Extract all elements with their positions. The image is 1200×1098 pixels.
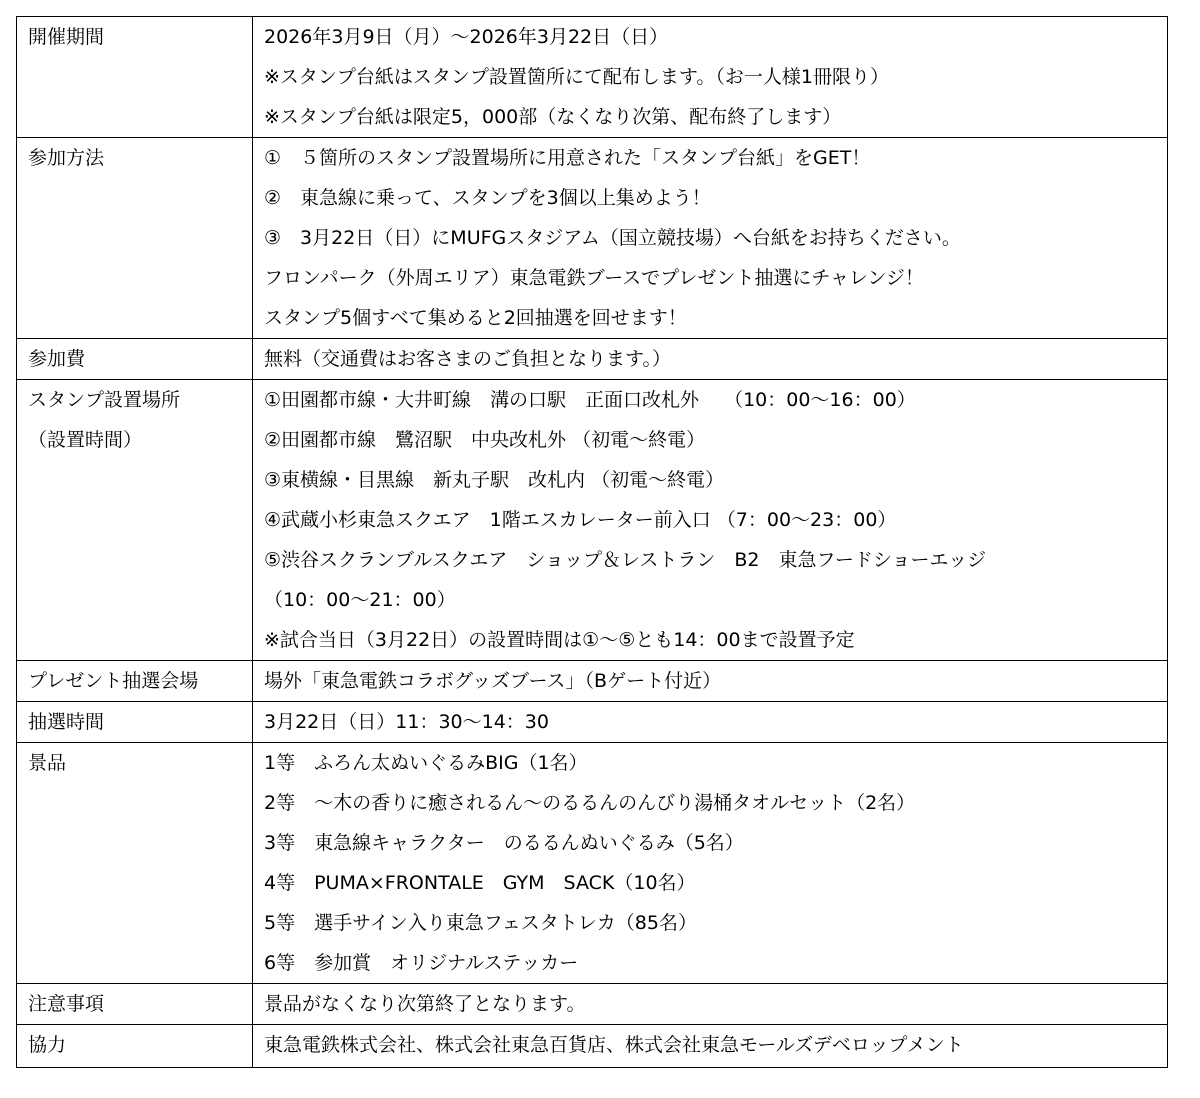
value-line: ③ 3月22日（日）にMUFGスタジアム（国立競技場）へ台紙をお持ちください。 [264,227,961,249]
value-line: フロンパーク（外周エリア）東急電鉄ブースでプレゼント抽選にチャレンジ！ [264,267,924,289]
value-cell [253,138,1168,339]
label-cell [17,743,253,984]
value-line: 3月22日（日）11：30～14：30 [264,711,549,733]
value-line: ④武蔵小杉東急スクエア 1階エスカレーター前入口 （7：00～23：00） [264,509,897,531]
value-line: ⑤渋谷スクランブルスクエア ショップ＆レストラン B2 東急フードショーエッジ [264,549,987,571]
value-line: ②田園都市線 鷺沼駅 中央改札外 （初電～終電） [264,429,706,451]
row-fee [17,339,1168,380]
value-cell [253,1025,1168,1068]
row-label: プレゼント抽選会場 [28,670,199,692]
value-line: 場外「東急電鉄コラボグッズブース」（Bゲート付近） [264,670,722,692]
row-label: 参加方法 [28,147,105,169]
row-lottery-venue [17,661,1168,702]
value-line: ② 東急線に乗って、スタンプを3個以上集めよう！ [264,187,711,209]
value-line: 無料（交通費はお客さまのご負担となります。） [264,348,671,370]
value-line: ③東横線・目黒線 新丸子駅 改札内 （初電～終電） [264,469,725,491]
row-label: 景品 [28,752,67,774]
label-cell [17,1025,253,1068]
row-stamp-locations [17,380,1168,661]
value-line: ①田園都市線・大井町線 溝の口駅 正面口改札外 （10：00～16：00） [264,389,916,411]
label-cell [17,380,253,661]
value-cell [253,984,1168,1025]
row-label: スタンプ設置場所 [28,389,181,411]
label-cell [17,702,253,743]
value-line: 5等 選手サイン入り東急フェスタトレカ（85名） [264,912,697,934]
row-how-to-join [17,138,1168,339]
value-cell [253,743,1168,984]
label-cell [17,661,253,702]
row-notes [17,984,1168,1025]
label-cell [17,138,253,339]
row-label: 開催期間 [28,26,105,48]
value-line: ※スタンプ台紙はスタンプ設置箇所にて配布します。（お一人様1冊限り） [264,66,889,88]
value-cell [253,661,1168,702]
label-cell [17,339,253,380]
row-cooperation [17,1025,1168,1068]
value-line: 東急電鉄株式会社、株式会社東急百貨店、株式会社東急モールズデベロップメント [264,1034,964,1056]
value-cell [253,380,1168,661]
value-line: ※試合当日（3月22日）の設置時間は①～⑤とも14：00まで設置予定 [264,629,855,651]
value-line: 4等 PUMA×FRONTALE GYM SACK（10名） [264,872,696,894]
row-period [17,17,1168,138]
row-label: 参加費 [28,348,86,370]
value-line: 1等 ふろん太ぬいぐるみBIG（1名） [264,752,588,774]
row-label: 協力 [28,1034,67,1056]
label-cell [17,984,253,1025]
value-line: ① ５箇所のスタンプ設置場所に用意された「スタンプ台紙」をGET！ [264,147,871,169]
value-line: 2026年3月9日（月）～2026年3月22日（日） [264,26,669,48]
label-cell [17,17,253,138]
row-label: 注意事項 [28,993,105,1015]
value-line: スタンプ5個すべて集めると2回抽選を回せます！ [264,307,687,329]
value-line: （10：00～21：00） [264,589,456,611]
row-lottery-time [17,702,1168,743]
value-line: 3等 東急線キャラクター のるるんぬいぐるみ（5名） [264,832,744,854]
value-line: 6等 参加賞 オリジナルステッカー [264,952,579,974]
row-prizes [17,743,1168,984]
event-info-table [16,16,1168,1068]
value-cell [253,339,1168,380]
value-cell [253,17,1168,138]
row-label: 抽選時間 [28,711,105,733]
value-line: 2等 ～木の香りに癒されるん～のるるんのんびり湯桶タオルセット（2名） [264,792,916,814]
value-line: 景品がなくなり次第終了となります。 [264,993,586,1015]
row-label-sub: （設置時間） [28,429,143,451]
value-line: ※スタンプ台紙は限定5，000部（なくなり次第、配布終了します） [264,106,842,128]
value-cell [253,702,1168,743]
